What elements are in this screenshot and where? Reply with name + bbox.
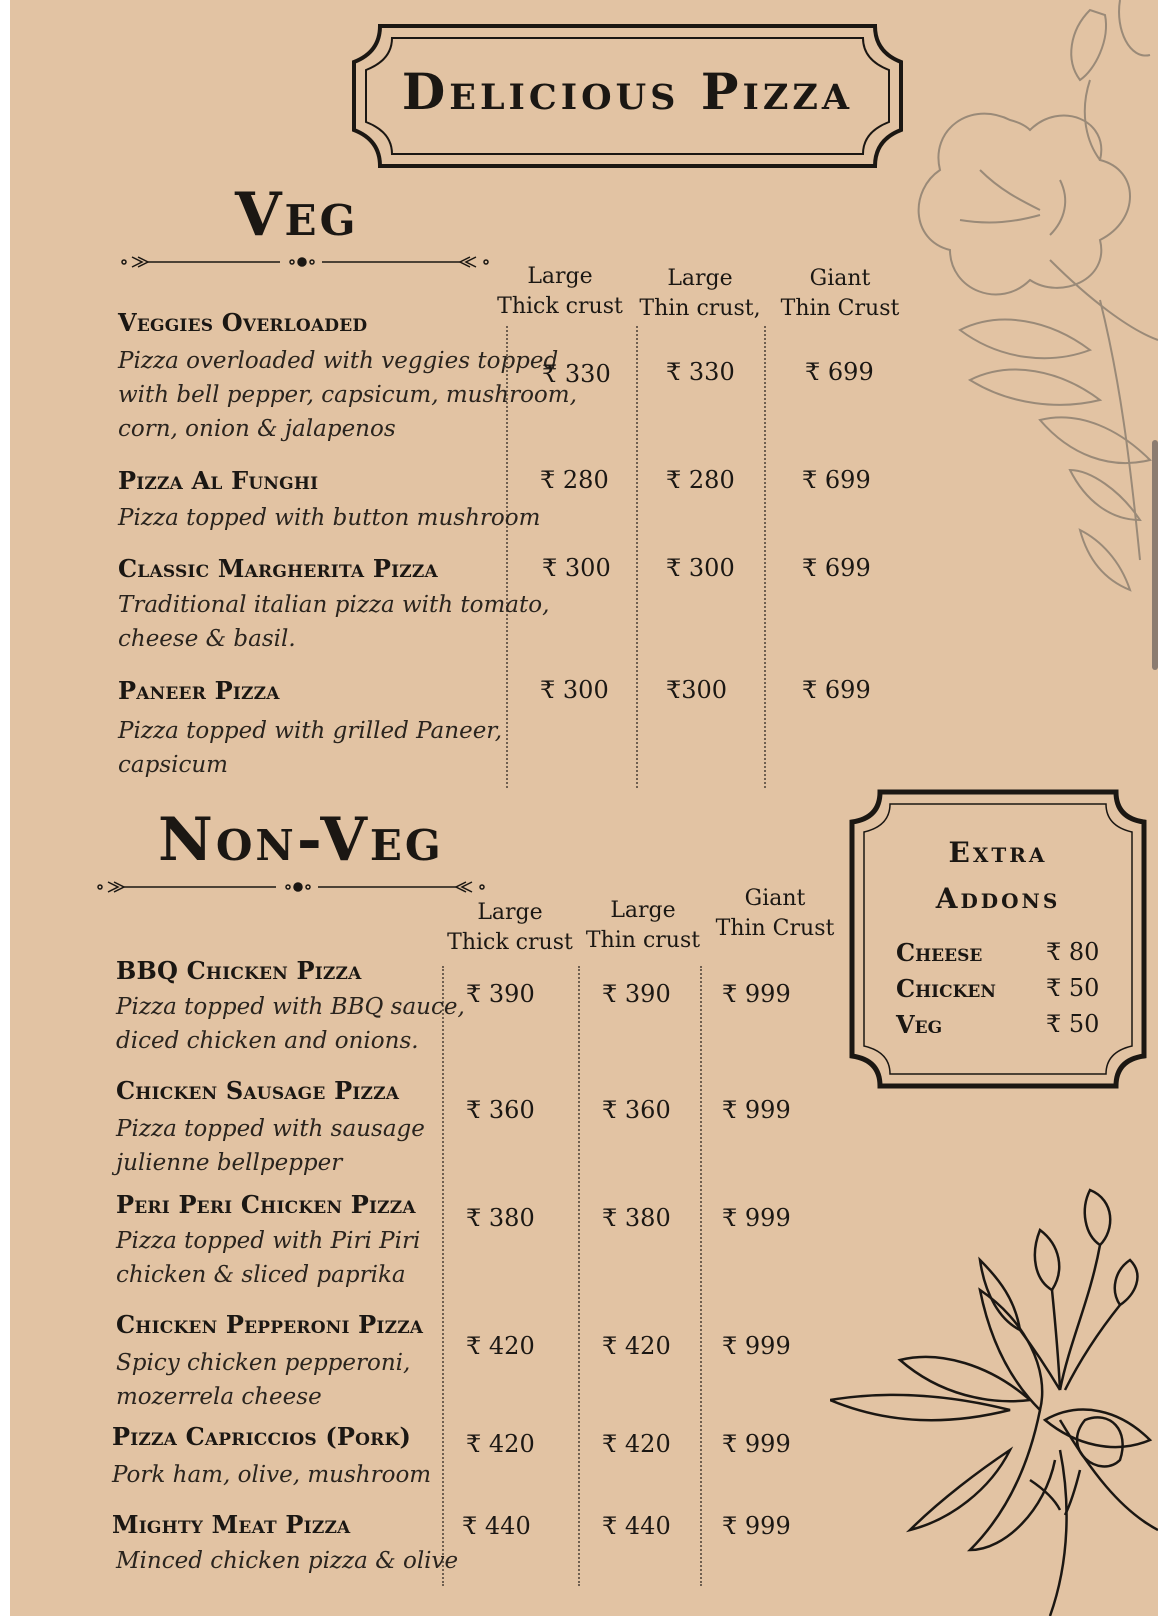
menu-item-price: ₹ 280 bbox=[666, 466, 735, 494]
menu-item-price: ₹ 330 bbox=[542, 360, 611, 388]
veg-section-title: Veg bbox=[235, 180, 359, 250]
menu-item-desc: Pizza topped with sausage julienne bellpepper bbox=[116, 1116, 425, 1176]
menu-item-price: ₹ 380 bbox=[466, 1204, 535, 1232]
menu-item-price: ₹ 420 bbox=[466, 1430, 535, 1458]
menu-item-name: Paneer Pizza bbox=[118, 676, 280, 705]
floral-illustration-top-icon bbox=[890, 0, 1158, 600]
menu-item-desc: Traditional italian pizza with tomato, cheese & basil. bbox=[118, 592, 550, 652]
nonveg-column-divider bbox=[578, 966, 580, 1586]
veg-col-head-2: Large Thin crust, bbox=[639, 266, 761, 321]
menu-item-price: ₹ 300 bbox=[666, 554, 735, 582]
menu-item-name: BBQ Chicken Pizza bbox=[116, 956, 362, 985]
menu-item-name: Pizza Capriccios (Pork) bbox=[112, 1422, 412, 1451]
scrollbar-thumb[interactable] bbox=[1152, 440, 1158, 670]
menu-item-price: ₹ 999 bbox=[722, 980, 791, 1008]
veg-col-head-1: Large Thick crust bbox=[497, 264, 623, 319]
menu-item-price: ₹ 390 bbox=[466, 980, 535, 1008]
menu-item-name: Chicken Pepperoni Pizza bbox=[116, 1310, 424, 1339]
menu-item-price: ₹ 330 bbox=[666, 358, 735, 386]
menu-item-price: ₹ 440 bbox=[602, 1512, 671, 1540]
nonveg-column-divider bbox=[700, 966, 702, 1586]
menu-item-desc: Pizza topped with grilled Paneer, capsicum bbox=[118, 718, 503, 778]
menu-item-price: ₹ 699 bbox=[802, 676, 871, 704]
menu-item-price: ₹ 699 bbox=[805, 358, 874, 386]
menu-item-desc: Minced chicken pizza & olive bbox=[116, 1548, 459, 1574]
menu-item-desc: Spicy chicken pepperoni, mozerrela cheese bbox=[116, 1350, 411, 1410]
nonveg-col-head-3: Giant Thin Crust bbox=[715, 886, 835, 941]
addon-price: ₹ 50 bbox=[1046, 974, 1100, 1002]
menu-item-price: ₹ 699 bbox=[802, 554, 871, 582]
menu-item-desc: Pork ham, olive, mushroom bbox=[112, 1462, 432, 1488]
lily-illustration-bottom-icon bbox=[830, 1150, 1158, 1616]
menu-item-price: ₹ 420 bbox=[466, 1332, 535, 1360]
nonveg-col-head-1: Large Thick crust bbox=[447, 900, 573, 955]
menu-item-name: Pizza Al Funghi bbox=[118, 466, 319, 495]
menu-item-price: ₹ 440 bbox=[462, 1512, 531, 1540]
menu-item-price: ₹ 999 bbox=[722, 1204, 791, 1232]
addons-title-line2: Addons bbox=[935, 882, 1061, 915]
menu-item-price: ₹ 420 bbox=[602, 1430, 671, 1458]
menu-item-name: Chicken Sausage Pizza bbox=[116, 1076, 400, 1105]
addon-price: ₹ 50 bbox=[1046, 1010, 1100, 1038]
ornamental-divider-icon bbox=[120, 254, 500, 270]
nonveg-section-title: Non-Veg bbox=[158, 805, 444, 875]
ornamental-divider-icon bbox=[96, 879, 496, 895]
addon-name: Cheese bbox=[896, 938, 983, 967]
menu-item-price: ₹ 999 bbox=[722, 1096, 791, 1124]
menu-item-desc: Pizza topped with button mushroom bbox=[118, 505, 541, 531]
nonveg-col-head-2: Large Thin crust bbox=[585, 898, 701, 953]
menu-item-price: ₹ 360 bbox=[466, 1096, 535, 1124]
menu-item-price: ₹ 300 bbox=[540, 676, 609, 704]
veg-column-divider bbox=[764, 326, 766, 788]
menu-item-price: ₹300 bbox=[666, 676, 728, 704]
veg-col-head-3: Giant Thin Crust bbox=[780, 266, 900, 321]
menu-item-price: ₹ 280 bbox=[540, 466, 609, 494]
nonveg-column-divider bbox=[442, 966, 444, 1586]
menu-item-price: ₹ 300 bbox=[542, 554, 611, 582]
menu-item-name: Mighty Meat Pizza bbox=[112, 1510, 351, 1539]
menu-item-price: ₹ 390 bbox=[602, 980, 671, 1008]
menu-item-price: ₹ 380 bbox=[602, 1204, 671, 1232]
menu-item-price: ₹ 699 bbox=[802, 466, 871, 494]
menu-item-price: ₹ 420 bbox=[602, 1332, 671, 1360]
menu-item-name: Peri Peri Chicken Pizza bbox=[116, 1190, 416, 1219]
addon-name: Veg bbox=[896, 1010, 943, 1039]
menu-item-desc: Pizza topped with Piri Piri chicken & sliced paprika bbox=[116, 1228, 421, 1288]
addons-frame bbox=[848, 788, 1148, 1090]
addon-price: ₹ 80 bbox=[1046, 938, 1100, 966]
addon-name: Chicken bbox=[896, 974, 996, 1003]
page-title: Delicious Pizza bbox=[401, 62, 854, 121]
menu-item-price: ₹ 999 bbox=[722, 1430, 791, 1458]
menu-item-name: Classic Margherita Pizza bbox=[118, 554, 438, 583]
addons-title-line1: Extra bbox=[948, 836, 1048, 869]
menu-item-desc: Pizza topped with BBQ sauce, diced chicken and onions. bbox=[116, 994, 465, 1054]
veg-column-divider bbox=[636, 326, 638, 788]
menu-item-name: Veggies Overloaded bbox=[118, 308, 368, 337]
menu-item-price: ₹ 999 bbox=[722, 1512, 791, 1540]
menu-item-price: ₹ 999 bbox=[722, 1332, 791, 1360]
menu-item-price: ₹ 360 bbox=[602, 1096, 671, 1124]
menu-item-desc: Pizza overloaded with veggies topped with bell pepper, capsicum, mushroom, corn, onion & jalapenos bbox=[118, 348, 577, 442]
